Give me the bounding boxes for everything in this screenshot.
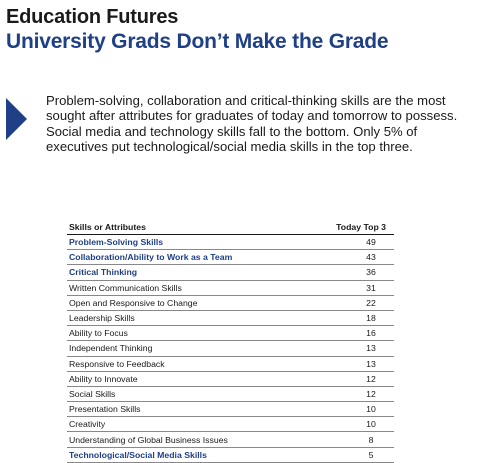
table-row	[67, 235, 394, 250]
skill-value: 13	[366, 358, 376, 369]
table-row	[67, 417, 394, 432]
skill-label: Written Communication Skills	[69, 282, 182, 293]
skill-value: 22	[366, 297, 376, 308]
table-row	[67, 265, 394, 280]
skill-label: Critical Thinking	[69, 267, 138, 278]
skill-value: 31	[366, 282, 376, 293]
skill-label: Leadership Skills	[69, 313, 135, 324]
skill-label: Responsive to Feedback	[69, 358, 165, 369]
table-row	[67, 250, 394, 265]
page-subtitle: University Grads Don’t Make the Grade	[6, 30, 389, 53]
skill-value: 10	[366, 404, 376, 415]
table-row	[67, 281, 394, 296]
table-row	[67, 448, 394, 463]
skill-label: Presentation Skills	[69, 404, 141, 415]
skill-label: Problem-Solving Skills	[69, 237, 164, 248]
triangle-arrow-icon	[6, 98, 27, 140]
skill-label: Open and Responsive to Change	[69, 297, 198, 308]
table-header	[67, 220, 394, 235]
skill-value: 12	[366, 388, 376, 399]
skill-value: 13	[366, 343, 376, 354]
skill-value: 16	[366, 328, 376, 339]
table-row	[67, 387, 394, 402]
intro-paragraph: Problem-solving, collaboration and critical-thinking skills are the most sought after attributes for graduates of today and tomorrow to possess. Social media and technology skills fall to the bottom. Only 5% of executives put technological/social media skills in the top three.	[46, 93, 458, 155]
skill-value: 43	[366, 252, 376, 263]
skill-value: 12	[366, 373, 376, 384]
table-body	[67, 235, 394, 463]
skill-label: Technological/Social Media Skills	[69, 449, 207, 460]
skills-table	[67, 220, 394, 463]
skill-value: 5	[368, 449, 374, 460]
column-header-today-top3: Today Top 3	[336, 222, 386, 232]
page-title: Education Futures	[6, 6, 179, 28]
table-row	[67, 311, 394, 326]
table-row	[67, 296, 394, 311]
column-header-skills: Skills or Attributes	[69, 222, 146, 232]
skill-value: 10	[366, 419, 376, 430]
table-row	[67, 357, 394, 372]
table-row	[67, 432, 394, 447]
skill-label: Collaboration/Ability to Work as a Team	[69, 252, 233, 263]
skill-label: Creativity	[69, 419, 106, 430]
skill-label: Independent Thinking	[69, 343, 153, 354]
skill-label: Understanding of Global Business Issues	[69, 434, 228, 445]
table-row	[67, 326, 394, 341]
skill-label: Social Skills	[69, 388, 116, 399]
skill-label: Ability to Innovate	[69, 373, 138, 384]
skill-value: 36	[366, 267, 376, 278]
table-row	[67, 402, 394, 417]
table-row	[67, 341, 394, 356]
skill-value: 18	[366, 313, 376, 324]
skill-label: Ability to Focus	[69, 328, 128, 339]
table-row	[67, 372, 394, 387]
skill-value: 49	[366, 237, 376, 248]
skill-value: 8	[368, 434, 374, 445]
